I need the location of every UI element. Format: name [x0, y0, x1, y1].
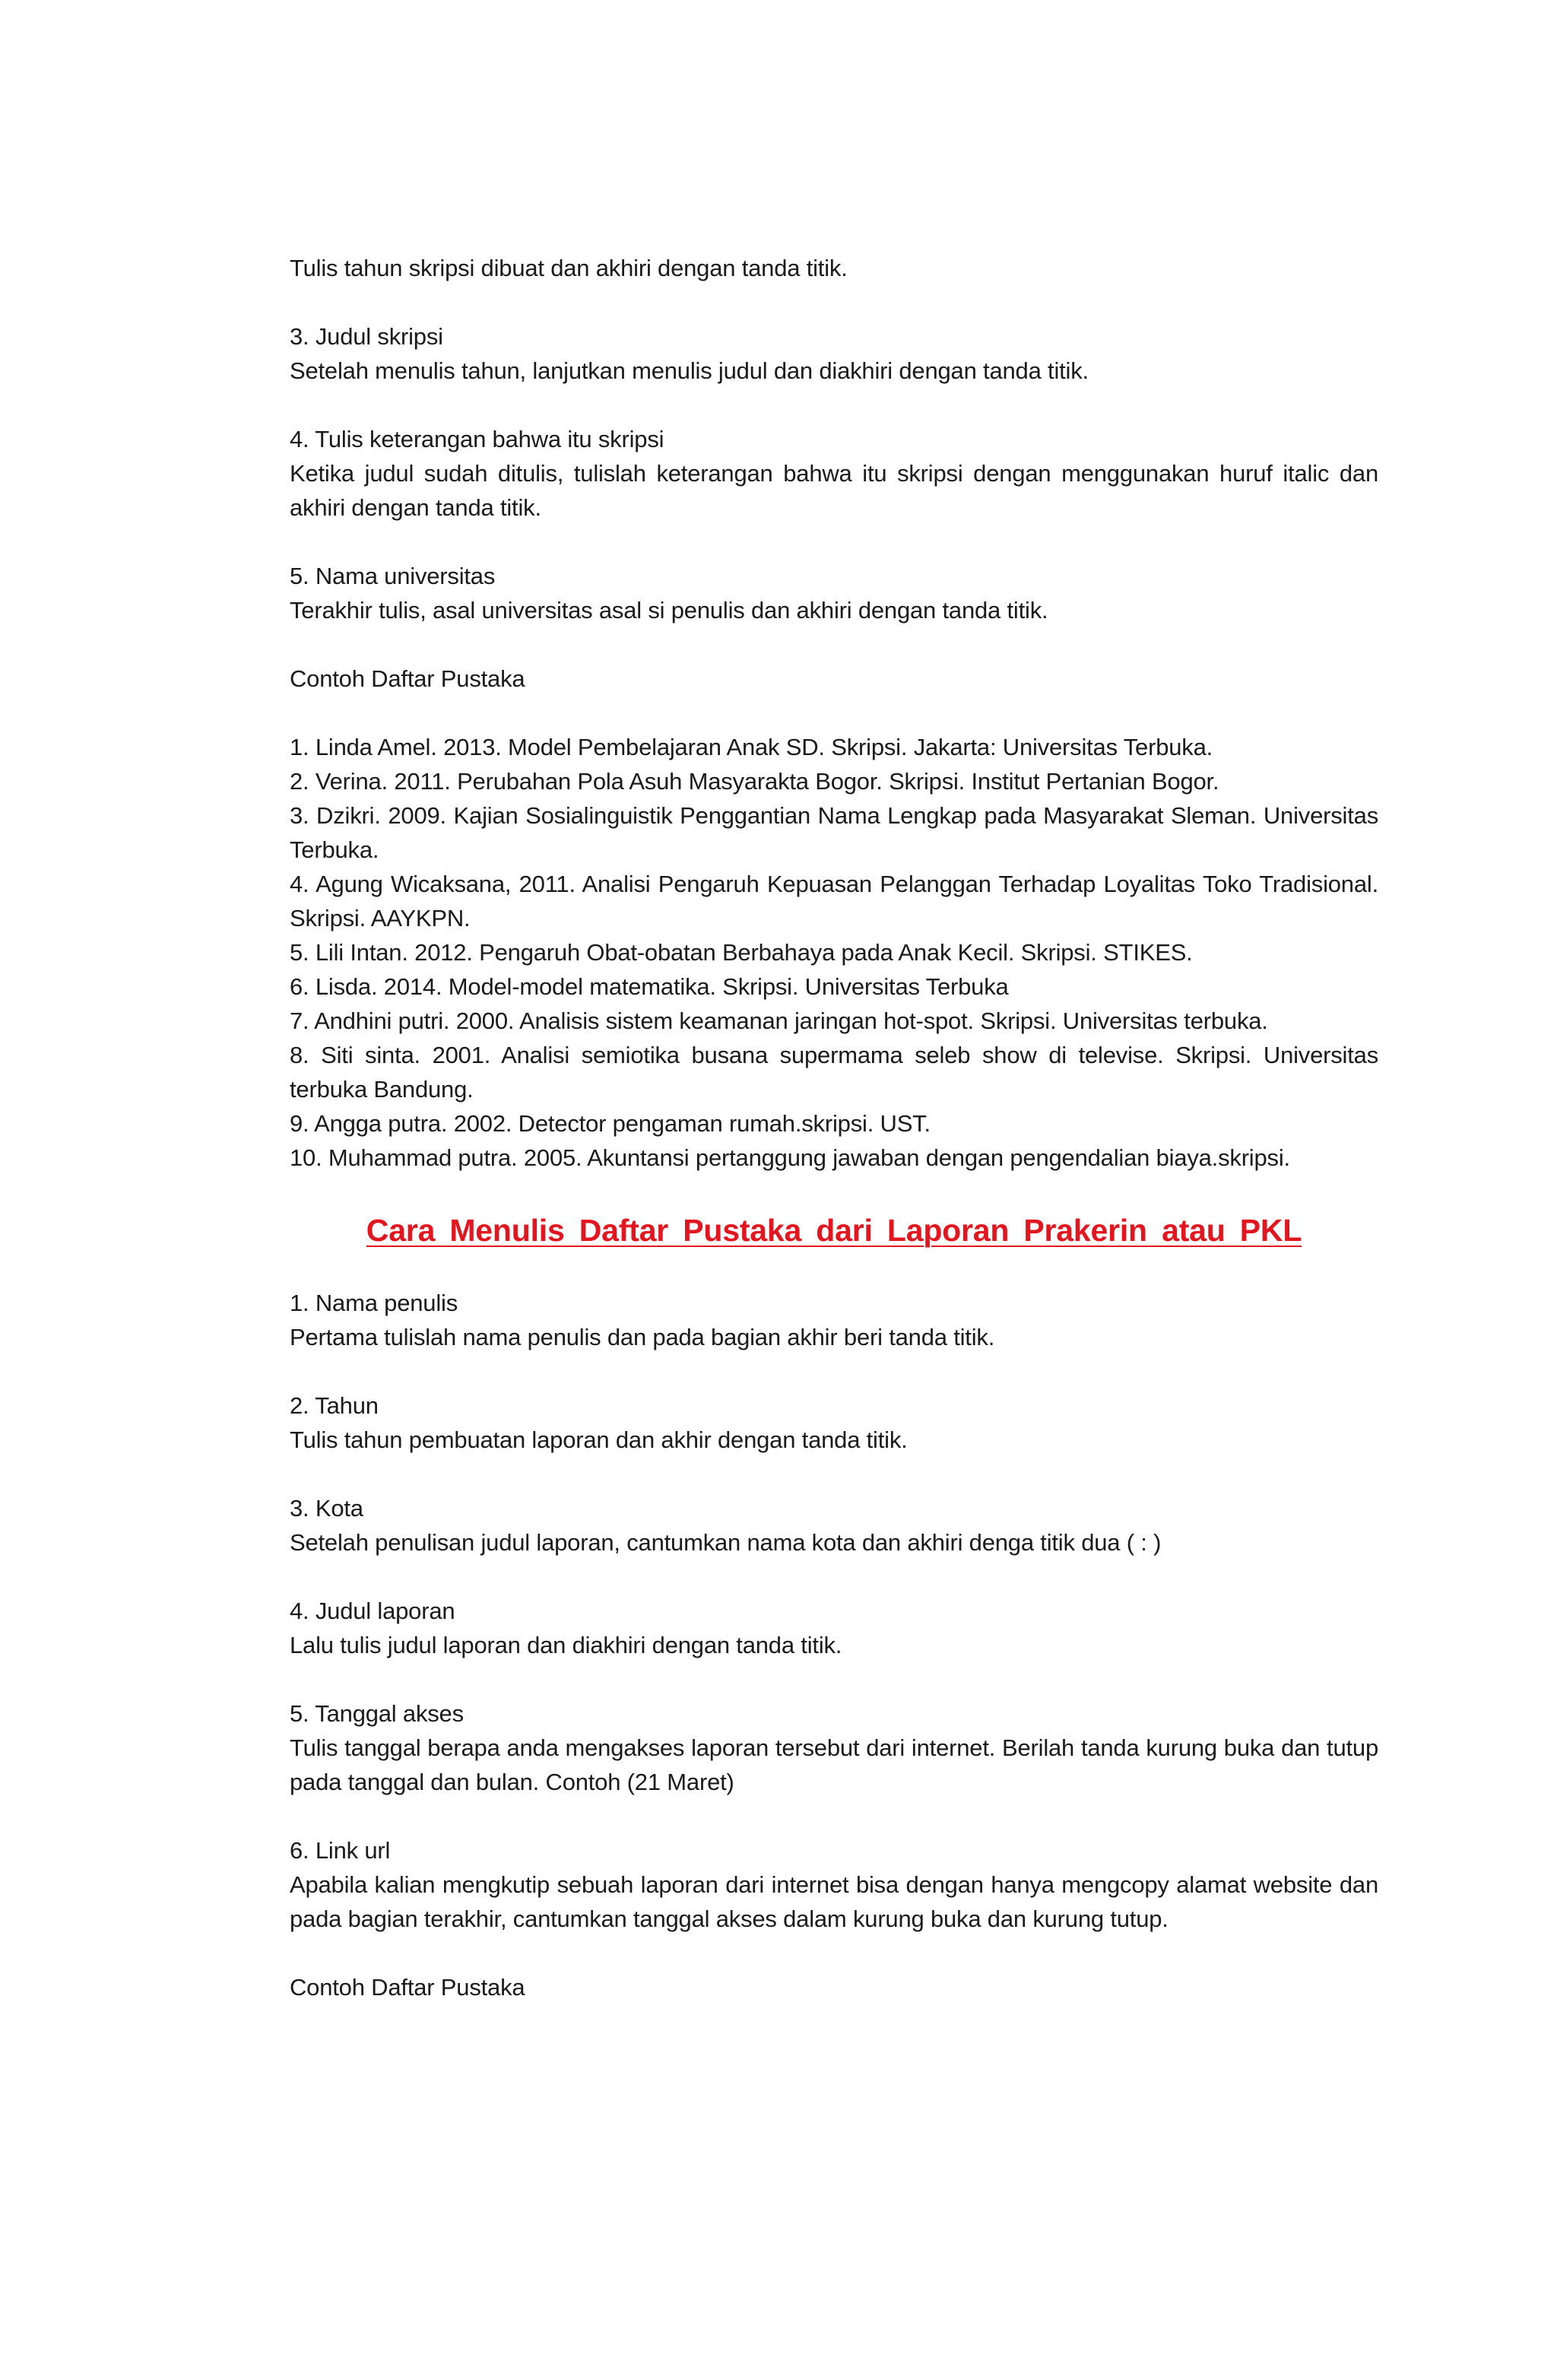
example-label-section [290, 1970, 1378, 2004]
step-body: Setelah menulis tahun, lanjutkan menulis judul dan diakhiri dengan tanda titik. [290, 357, 1089, 384]
skripsi-step [290, 559, 1378, 627]
example-item: 2. Verina. 2011. Perubahan Pola Asuh Masyarakta Bogor. Skripsi. Institut Pertanian Bogor. [290, 768, 1219, 795]
example-label-section [290, 662, 1378, 696]
skripsi-step [290, 422, 1378, 525]
example-list [290, 730, 1378, 1175]
example-item: 5. Lili Intan. 2012. Pengaruh Obat-obatan Berbahaya pada Anak Kecil. Skripsi. STIKES. [290, 939, 1193, 966]
pkl-step [290, 1594, 1378, 1662]
step-title: 6. Link url [290, 1837, 391, 1864]
intro-line: Tulis tahun skripsi dibuat dan akhiri dengan tanda titik. [290, 255, 848, 281]
example-item: 4. Agung Wicaksana, 2011. Analisi Pengaruh Kepuasan Pelanggan Terhadap Loyalitas Toko Tradisional. Skripsi. AAYKPN. [290, 871, 1378, 931]
section-heading: Cara Menulis Daftar Pustaka dari Laporan Prakerin atau PKL [366, 1213, 1302, 1248]
step-body: Apabila kalian mengkutip sebuah laporan dari internet bisa dengan hanya mengcopy alamat website dan pada bagian terakhir, cantumkan tanggal akses dalam kurung buka dan kurung tutup. [290, 1871, 1378, 1932]
example-item: 10. Muhammad putra. 2005. Akuntansi pertanggung jawaban dengan pengendalian biaya.skripsi. [290, 1144, 1290, 1171]
example-item: 7. Andhini putri. 2000. Analisis sistem keamanan jaringan hot-spot. Skripsi. Universitas terbuka. [290, 1008, 1268, 1034]
step-body: Lalu tulis judul laporan dan diakhiri dengan tanda titik. [290, 1632, 842, 1658]
example-item: 6. Lisda. 2014. Model-model matematika. Skripsi. Universitas Terbuka [290, 973, 1009, 1000]
example-label: Contoh Daftar Pustaka [290, 665, 525, 692]
example-item: 8. Siti sinta. 2001. Analisi semiotika busana supermama seleb show di televise. Skripsi. Universitas terbuka Bandung. [290, 1042, 1378, 1103]
step-title: 2. Tahun [290, 1392, 379, 1419]
step-body: Tulis tahun pembuatan laporan dan akhir dengan tanda titik. [290, 1426, 908, 1453]
document-body [290, 251, 1378, 2039]
step-title: 3. Judul skripsi [290, 323, 443, 350]
step-title: 5. Tanggal akses [290, 1700, 464, 1727]
step-title: 4. Tulis keterangan bahwa itu skripsi [290, 426, 664, 452]
example-item: 3. Dzikri. 2009. Kajian Sosialinguistik Penggantian Nama Lengkap pada Masyarakat Sleman. Universitas Terbuka. [290, 802, 1378, 863]
step-body: Terakhir tulis, asal universitas asal si penulis dan akhiri dengan tanda titik. [290, 597, 1048, 624]
pkl-step [290, 1491, 1378, 1560]
example-item: 1. Linda Amel. 2013. Model Pembelajaran Anak SD. Skripsi. Jakarta: Universitas Terbuka. [290, 734, 1213, 760]
skripsi-step [290, 319, 1378, 388]
pkl-step [290, 1833, 1378, 1936]
step-body: Tulis tanggal berapa anda mengakses laporan tersebut dari internet. Berilah tanda kurung buka dan tutup pada tanggal dan bulan. Contoh (21 Maret) [290, 1734, 1378, 1795]
intro-paragraph [290, 251, 1378, 285]
example-label: Contoh Daftar Pustaka [290, 1974, 525, 2001]
step-title: 3. Kota [290, 1495, 363, 1522]
step-title: 4. Judul laporan [290, 1598, 455, 1624]
step-title: 1. Nama penulis [290, 1290, 458, 1316]
pkl-step [290, 1696, 1378, 1799]
pkl-step [290, 1388, 1378, 1457]
example-item: 9. Angga putra. 2002. Detector pengaman rumah.skripsi. UST. [290, 1110, 931, 1137]
step-body: Ketika judul sudah ditulis, tulislah keterangan bahwa itu skripsi dengan menggunakan huruf italic dan akhiri dengan tanda titik. [290, 460, 1378, 521]
pkl-step [290, 1286, 1378, 1354]
step-body: Setelah penulisan judul laporan, cantumkan nama kota dan akhiri denga titik dua ( : ) [290, 1529, 1162, 1556]
step-body: Pertama tulislah nama penulis dan pada bagian akhir beri tanda titik. [290, 1324, 995, 1350]
step-title: 5. Nama universitas [290, 563, 496, 589]
